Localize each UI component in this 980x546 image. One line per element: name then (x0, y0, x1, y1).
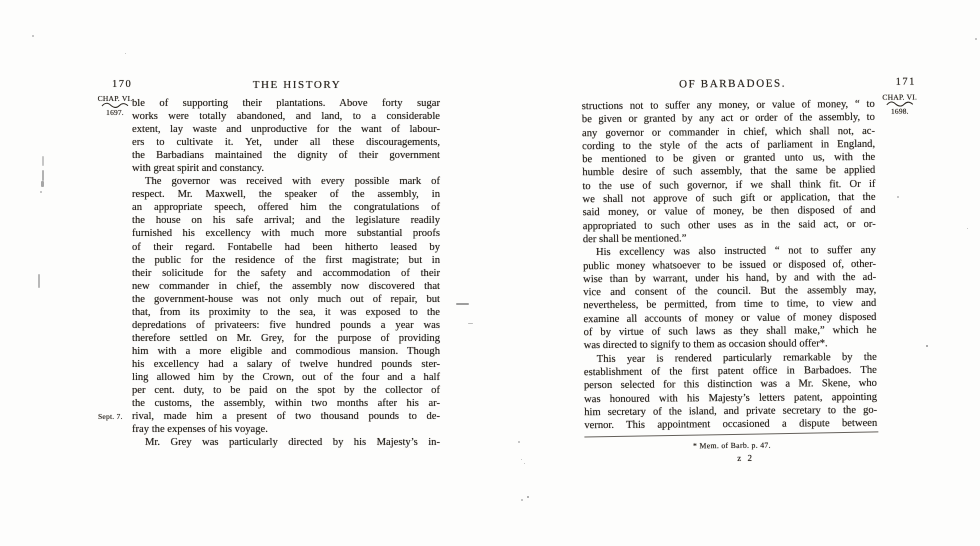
text-line: public money whatsoever to be issued or disposed of, other- (583, 258, 877, 272)
text-line: furnished his excellency with much more substantial proofs (132, 228, 440, 240)
date-margin-note: Sept. 7. (98, 412, 123, 421)
text-line: an appropriate speech, offered him the congratulations of (132, 202, 440, 214)
text-line: This year is rendered particularly remarkable by the (596, 351, 877, 365)
text-line: fray the expenses of his voyage. (132, 424, 268, 436)
chapter-label: CHAP. VI. (882, 92, 918, 102)
text-line: the Barbadians maintained the dignity of their government (132, 150, 440, 162)
scan-artifact (975, 38, 977, 40)
text-line: his excellency had a salary of twelve hundred pounds ster- (132, 358, 440, 370)
scan-artifact (41, 181, 44, 187)
text-line: the customs, the assembly, within two months after his ar- (132, 398, 440, 410)
scan-artifact (42, 170, 44, 181)
text-line: him secretary of the island, and private secretary to the go- (584, 404, 878, 418)
scan-artifact (518, 441, 520, 443)
text-line: the government-house was not only much out of repair, but (132, 293, 440, 305)
text-line: appropriated to such other uses as in the said act, or or- (582, 218, 876, 232)
text-line: establishment of the first patent office in Barbadoes. The (583, 364, 877, 379)
text-line: per cent. duty, to be paid on the spot by the collector of (132, 385, 440, 397)
scan-artifact (42, 156, 44, 166)
text-line: structions not to suffer any money, or value of money, “ to (581, 98, 875, 113)
text-line: vernor. This appointment occasioned a dispute between (584, 417, 878, 432)
scan-artifact (40, 191, 42, 193)
text-line: respect. Mr. Maxwell, the speaker of the assembly, in (132, 189, 440, 201)
text-line: person selected for this distinction was a Mr. Skene, who (583, 378, 878, 392)
page-number: 170 (112, 79, 133, 90)
signature-mark: z 2 (737, 452, 754, 463)
scan-artifact (521, 499, 523, 501)
scan-artifact (897, 196, 899, 198)
text-line: him with a more eligible and commodious mansion. Though (132, 345, 440, 357)
text-line: be mentioned to be given or granted unto us, with the (582, 152, 876, 166)
scan-artifact (32, 35, 34, 37)
text-line: The governor was received with every possible mark of (145, 176, 440, 188)
footnote: * Mem. of Barb. p. 47. (692, 440, 771, 451)
year-label: 1697. (106, 108, 124, 117)
text-line: with great spirit and constancy. (132, 163, 264, 175)
scan-artifact (926, 345, 928, 347)
text-line: any governor or commander in chief, which shall not, ac- (581, 125, 876, 139)
text-line: new commander in chief, the assembly now discovered that (132, 280, 440, 292)
text-line: ling allowed him by the Crown, out of the four and a half (132, 371, 440, 383)
year-label: 1698. (890, 106, 909, 116)
text-line: the house on his safe arrival; and the legislature readily (132, 215, 440, 227)
text-line: of their regard. Fontabelle had been hitherto leased by (132, 241, 440, 253)
chapter-margin-note (882, 94, 918, 116)
text-line: nevertheless, be permitted, from time to time, to view and (583, 298, 877, 312)
text-line: der shall be mentioned.” (582, 233, 687, 246)
text-line: be given or granted by any act or order of the assembly, to (581, 112, 875, 126)
text-line: ers to cultivate it. Yet, under all these discouragements, (132, 137, 440, 149)
running-header: THE HISTORY (252, 79, 342, 91)
text-line: rival, made him a present of two thousand pounds to de- (132, 411, 440, 423)
text-line: ble of supporting their plantations. Above forty sugar (132, 98, 440, 109)
chapter-label: CHAP. VI. (97, 94, 133, 103)
page-body-text (582, 98, 878, 433)
running-header: OF BARBADOES. (679, 77, 787, 91)
text-line: vice and consent of the council. But the assembly may, (583, 285, 877, 299)
scan-artifact (527, 496, 529, 498)
text-line: that, from its proximity to the sea, it was exposed to the (132, 306, 440, 318)
text-line: the public for the residence of the first magistrate; but in (132, 254, 440, 266)
text-line: therefore settled on Mr. Grey, for the purpose of providing (132, 332, 440, 344)
text-line: Mr. Grey was particularly directed by his Majesty’s in- (145, 437, 440, 449)
text-line: cording to the style of the acts of parliament in England, (582, 138, 876, 153)
page-number: 171 (895, 76, 916, 88)
text-line: to the use of such governor, if we shall think fit. Or if (582, 178, 876, 192)
scan-artifact (456, 303, 469, 305)
text-line: we shall not approve of such gift or application, that the (582, 191, 876, 206)
text-line: works were totally abandoned, and land, to a considerable (132, 111, 440, 123)
text-line: His excellency was also instructed “ not to suffer any (595, 245, 876, 259)
text-line: depredations of privateers: five hundred pounds a year was (132, 319, 440, 331)
text-line: was directed to signify to them as occasion should offer*. (583, 338, 828, 352)
text-line: wise than by warrant, under his hand, by and with the ad- (583, 271, 877, 286)
scan-artifact (38, 274, 40, 288)
text-line: their solicitude for the safety and accommodation of their (132, 267, 440, 279)
text-line: examine all accounts of money or value of money disposed (583, 311, 877, 325)
text-line: of by virtue of such laws as they shall make,” which he (583, 324, 877, 339)
text-line: said money, or value of money, be then disposed of and (582, 205, 876, 219)
text-line: extent, lay waste and unproductive for the want of labour- (132, 124, 440, 136)
text-line: humble desire of such assembly, that the same be applied (582, 165, 876, 179)
footnote-rule (584, 431, 878, 437)
text-line: was honoured with his Majesty’s letters patent, appointing (584, 391, 878, 405)
